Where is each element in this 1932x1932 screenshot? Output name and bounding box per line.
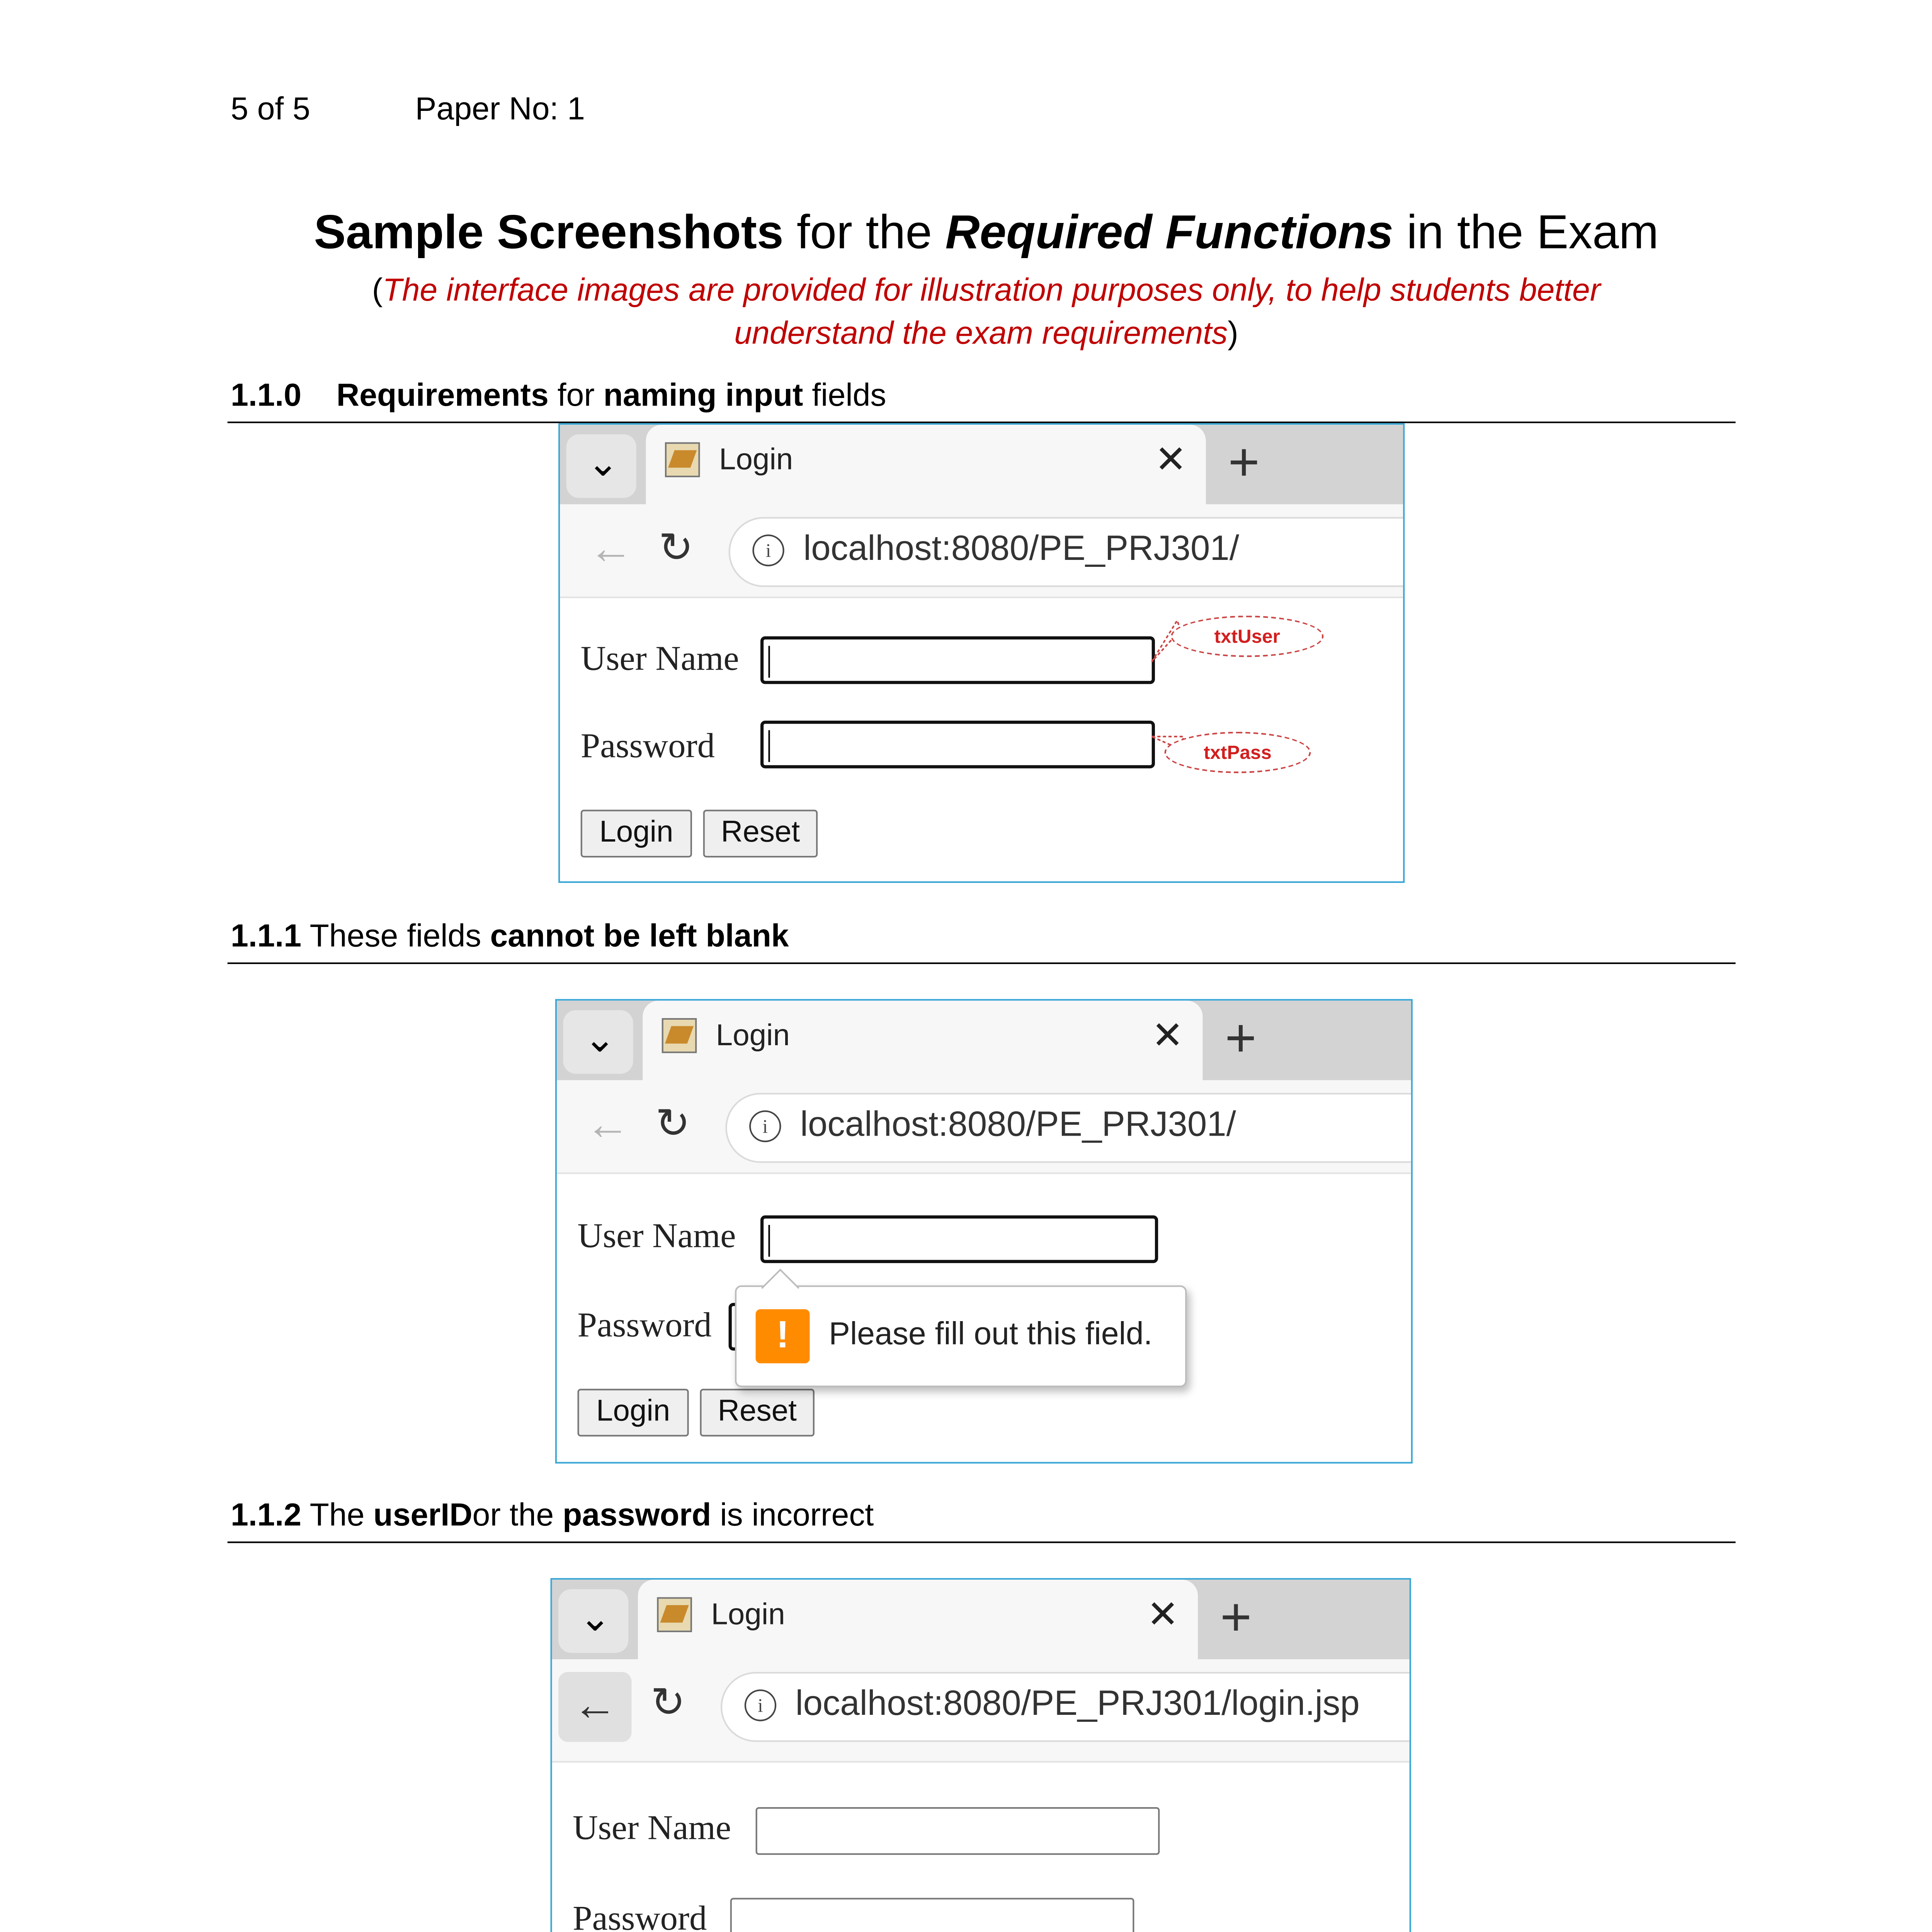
browser-window-required bbox=[555, 999, 1413, 1463]
validation-message: Please fill out this field. bbox=[828, 1317, 1153, 1352]
tab-title: Login bbox=[719, 444, 793, 478]
section-number: 1.1.1 bbox=[230, 919, 302, 955]
password-input[interactable] bbox=[760, 721, 1155, 769]
username-label: User Name bbox=[580, 638, 739, 678]
reload-icon[interactable]: ↻ bbox=[655, 1099, 690, 1147]
title-part: in the Exam bbox=[1393, 207, 1659, 260]
plus-icon[interactable]: + bbox=[1228, 432, 1260, 493]
validation-tooltip bbox=[735, 1286, 1187, 1387]
address-bar[interactable] bbox=[729, 517, 1405, 587]
browser-toolbar bbox=[552, 1659, 1410, 1763]
text-caret bbox=[769, 730, 770, 762]
tab-search-button[interactable] bbox=[558, 1589, 628, 1653]
callout-txtpass: txtPass bbox=[1165, 732, 1311, 773]
plus-icon[interactable]: + bbox=[1220, 1587, 1252, 1648]
close-icon[interactable]: ✕ bbox=[1151, 1015, 1184, 1058]
password-label: Password bbox=[573, 1898, 707, 1932]
subtitle-line: understand the exam requirements bbox=[734, 316, 1228, 352]
address-bar[interactable] bbox=[721, 1672, 1411, 1742]
tab-strip bbox=[560, 425, 1403, 504]
section-text: for bbox=[548, 378, 604, 414]
password-label: Password bbox=[577, 1304, 712, 1344]
username-input[interactable] bbox=[760, 1215, 1158, 1263]
reset-button[interactable]: Reset bbox=[700, 1389, 814, 1437]
title-part: Sample Screenshots bbox=[314, 207, 784, 260]
text-caret bbox=[769, 1225, 770, 1257]
username-label: User Name bbox=[577, 1215, 736, 1255]
paper-number: Paper No: 1 bbox=[415, 92, 585, 128]
close-icon[interactable]: ✕ bbox=[1155, 439, 1187, 482]
section-number: 1.1.0 bbox=[230, 378, 302, 414]
password-input[interactable] bbox=[730, 1898, 1134, 1932]
chevron-down-icon: ⌄ bbox=[583, 1018, 616, 1061]
close-icon[interactable]: ✕ bbox=[1146, 1594, 1179, 1637]
section-text: The bbox=[301, 1498, 374, 1534]
section-heading bbox=[231, 1498, 874, 1535]
username-input[interactable] bbox=[756, 1807, 1160, 1855]
login-button[interactable]: Login bbox=[577, 1389, 689, 1437]
info-icon[interactable]: i bbox=[752, 534, 784, 566]
section-heading bbox=[231, 379, 886, 415]
section-heading bbox=[231, 920, 789, 956]
tomcat-favicon-icon bbox=[657, 1597, 692, 1632]
username-input[interactable] bbox=[760, 636, 1155, 684]
reload-icon[interactable]: ↻ bbox=[658, 523, 694, 571]
paren: ( bbox=[372, 274, 383, 309]
browser-tab[interactable] bbox=[646, 425, 1206, 504]
reset-button[interactable]: Reset bbox=[703, 810, 818, 858]
browser-tab[interactable] bbox=[643, 1001, 1202, 1080]
section-text: or the bbox=[472, 1498, 563, 1534]
page-title bbox=[0, 207, 1932, 261]
login-button[interactable]: Login bbox=[581, 810, 692, 858]
url-text: localhost:8080/PE_PRJ301/ bbox=[803, 528, 1240, 568]
info-icon[interactable]: i bbox=[745, 1689, 776, 1721]
browser-window-invalid bbox=[550, 1578, 1411, 1932]
tomcat-favicon-icon bbox=[665, 442, 700, 478]
section-text: cannot be left blank bbox=[490, 919, 789, 955]
section-text: These fields bbox=[301, 919, 490, 955]
tab-strip bbox=[557, 1001, 1411, 1080]
callout-txtuser: txtUser bbox=[1171, 616, 1323, 657]
username-label: User Name bbox=[573, 1807, 731, 1847]
subtitle bbox=[0, 270, 1932, 356]
section-rule bbox=[228, 1541, 1736, 1543]
tab-search-button[interactable] bbox=[563, 1010, 633, 1074]
paren: ) bbox=[1228, 316, 1238, 352]
browser-tab[interactable] bbox=[638, 1580, 1198, 1659]
warning-icon: ! bbox=[756, 1309, 810, 1363]
browser-toolbar bbox=[557, 1080, 1411, 1174]
section-text: password bbox=[563, 1498, 711, 1534]
section-text: userID bbox=[373, 1498, 473, 1534]
back-arrow-icon[interactable]: ← bbox=[585, 1099, 630, 1149]
chevron-down-icon: ⌄ bbox=[579, 1597, 611, 1640]
page-count: 5 of 5 bbox=[230, 92, 311, 128]
reload-icon[interactable]: ↻ bbox=[650, 1678, 685, 1726]
url-text: localhost:8080/PE_PRJ301/ bbox=[800, 1104, 1236, 1144]
tab-title: Login bbox=[711, 1599, 785, 1633]
browser-toolbar bbox=[560, 504, 1403, 598]
subtitle-line: The interface images are provided for illustration purposes only, to help students better bbox=[383, 274, 1601, 309]
tomcat-favicon-icon bbox=[662, 1018, 697, 1053]
password-label: Password bbox=[580, 725, 715, 765]
info-icon[interactable]: i bbox=[749, 1111, 781, 1142]
chevron-down-icon: ⌄ bbox=[587, 442, 619, 485]
title-part: for the bbox=[783, 207, 946, 260]
address-bar[interactable] bbox=[725, 1093, 1413, 1163]
tab-strip bbox=[552, 1580, 1410, 1659]
section-rule bbox=[228, 963, 1736, 964]
section-text: naming input bbox=[603, 378, 803, 414]
text-caret bbox=[769, 646, 770, 678]
tab-title: Login bbox=[716, 1019, 790, 1053]
tab-search-button[interactable] bbox=[566, 434, 636, 498]
section-text: is incorrect bbox=[711, 1498, 874, 1534]
url-text: localhost:8080/PE_PRJ301/login.jsp bbox=[795, 1683, 1360, 1723]
title-part: Required Functions bbox=[945, 207, 1394, 260]
back-arrow-icon[interactable]: ← bbox=[588, 523, 633, 573]
back-arrow-icon[interactable]: ← bbox=[558, 1672, 631, 1742]
section-text: fields bbox=[803, 378, 886, 414]
browser-window-naming bbox=[558, 423, 1405, 883]
plus-icon[interactable]: + bbox=[1225, 1009, 1257, 1069]
section-text: Requirements bbox=[336, 378, 549, 414]
section-number: 1.1.2 bbox=[230, 1498, 302, 1534]
